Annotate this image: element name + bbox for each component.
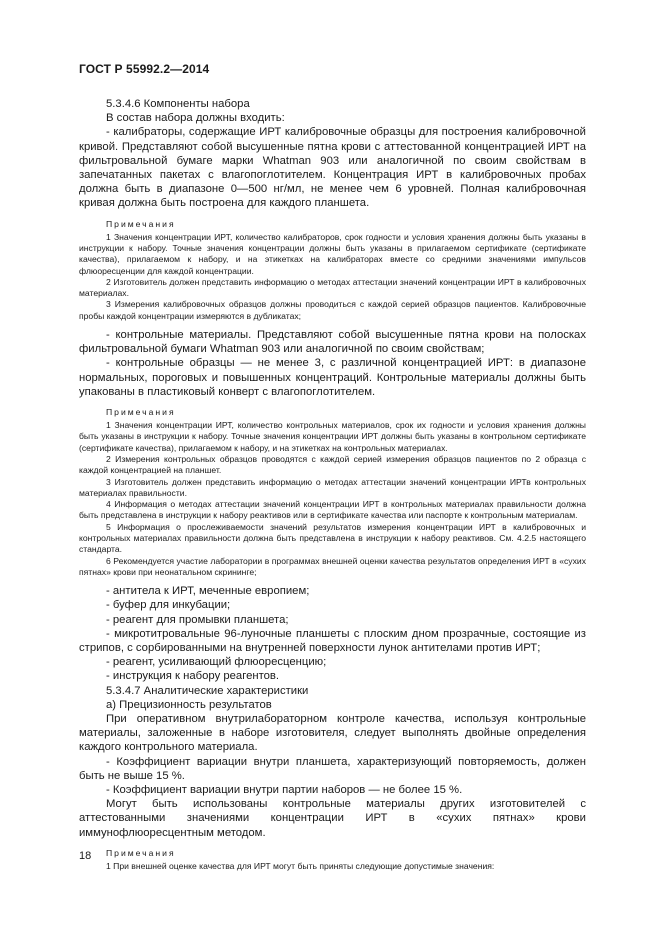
notes-title: Примечания <box>106 218 176 229</box>
note-item: 2 Измерения контрольных образцов проводятся с каждой серией измерения образцов пациентов по 2 образца с каждой концентрацией на планшет. <box>79 453 586 476</box>
note-item: 6 Рекомендуется участие лаборатории в программах внешней оценки качества результатов определения ИРТ в «сухих пятнах» крови при неонатальном скрининге; <box>79 555 586 577</box>
document-header: ГОСТ Р 55992.2—2014 <box>79 62 210 76</box>
list-item: - реагент, усиливающий флюоресценцию; <box>106 656 327 669</box>
paragraph-cv-plate: - Коэффициент вариации внутри планшета, характеризующий повторяемость, должен быть не выше 15 %. <box>79 755 586 782</box>
list-item: - антитела к ИРТ, меченные европием; <box>106 585 310 598</box>
paragraph-other-controls: Могут быть использованы контрольные материалы других изготовителей с аттестованными значениями концентрации ИРТ в «сухих пятнах» крови иммунофлюоресцентным методом. <box>79 798 586 839</box>
paragraph-control-materials: - контрольные материалы. Представляют собой высушенные пятна крови на полосках фильтровальной бумаги Whatman 903 или аналогичной по своим свойствам; <box>79 329 586 356</box>
list-item: - буфер для инкубации; <box>106 599 231 612</box>
list-item: - инструкция к набору реагентов. <box>106 670 280 683</box>
list-item: - реагент для промывки планшета; <box>106 613 289 626</box>
paragraph-calibrators: - калибраторы, содержащие ИРТ калибровочные образцы для построения калибровочной кривой. Представляют собой высушенные пятна крови с аттестованной концентрацией ИРТ на фильтровальной бумаге марки Whatman 903 или аналогичной по своим свойствам в запечатанных пакетах с влагопоглотителем. Концентрация ИРТ в калибровочных пробах должна быть в диапазоне 0—500 нг/мл, не менее чем 6 уровней. Полная калибровочная кривая должна быть построена для каждого планшета. <box>79 126 586 210</box>
section-heading-analytics: 5.3.4.7 Аналитические характеристики <box>106 684 309 697</box>
page-number: 18 <box>79 850 92 862</box>
note-item: 3 Изготовитель должен представить информацию о методах аттестации значений концентрации ИРТв контрольных материалах правильности. <box>79 476 586 498</box>
note-item: 5 Информация о прослеживаемости значений результатов измерения концентрации ИРТ в калибровочных и контрольных материалах правильности должна быть представлена в инструкции к набору реактивов. См. 4.2.5 настоящего стандарта. <box>79 521 586 555</box>
page-content <box>79 97 586 872</box>
paragraph-control-samples: - контрольные образцы — не менее 3, с различной концентрацией ИРТ: в диапазоне нормальных, пороговых и повышенных концентраций. Контрольные материалы должны быть упакованы в пластиковый конверт с влагопоглотителем. <box>79 357 586 398</box>
notes-title: Примечания <box>106 407 176 418</box>
note-item: 2 Изготовитель должен представить информацию о методах аттестации значений концентрации ИРТ в калибровочных материалах. <box>79 276 586 299</box>
paragraph-intro: В состав набора должны входить: <box>106 112 285 125</box>
notes-title: Примечания <box>106 847 176 858</box>
note-item: 1 Значения концентрации ИРТ, количество калибраторов, срок годности и условия хранения должны быть указаны в инструкции к набору. Точные значения концентрации должны быть указаны в прилагаемом сертификате (сертификате качества), прилагаемом к набору, и на этикетках на калибраторах вместе со средними значениями импульсов флюоресценции для каждой концентрации. <box>79 231 586 276</box>
section-heading-components: 5.3.4.6 Компоненты набора <box>106 98 250 110</box>
note-item: 1 Значения концентрации ИРТ, количество контрольных материалов, срок их годности и условия хранения должны быть указаны в инструкции к набору. Точные значения концентрации ИРТ должны быть указаны в контрольном сертификате (сертификате качества), прилагаемом к набору, и на этикетках на контрольных материалах. <box>79 420 586 453</box>
note-item: 1 При внешней оценке качества для ИРТ могут быть приняты следующие допустимые значения: <box>106 860 495 871</box>
list-item: - микротитровальные 96-луночные планшеты с плоским дном прозрачные, состоящие из стрипов, с сорбированными на внутренней поверхности лунок антителами против ИРТ; <box>79 627 586 654</box>
subheading-precision: а) Прецизионность результатов <box>106 698 272 711</box>
paragraph-precision-control: При оперативном внутрилабораторном контроле качества, используя контрольные материалы, заложенные в наборе изготовителя, следует выполнять двойные определения каждого контрольного материала. <box>79 713 586 754</box>
note-item: 3 Измерения калибровочных образцов должны проводиться с каждой серией образцов пациентов. Калибровочные пробы каждой концентрации измеряются в дубликатах; <box>79 299 586 321</box>
paragraph-cv-lot: - Коэффициент вариации внутри партии наборов — не более 15 %. <box>106 784 463 797</box>
note-item: 4 Информация о методах аттестации значений концентрации ИРТ в контрольных материалах правильности должна быть представлена в инструкции к набору реактивов или в сертификате качества или паспорте к контрольным материалам. <box>79 499 586 521</box>
